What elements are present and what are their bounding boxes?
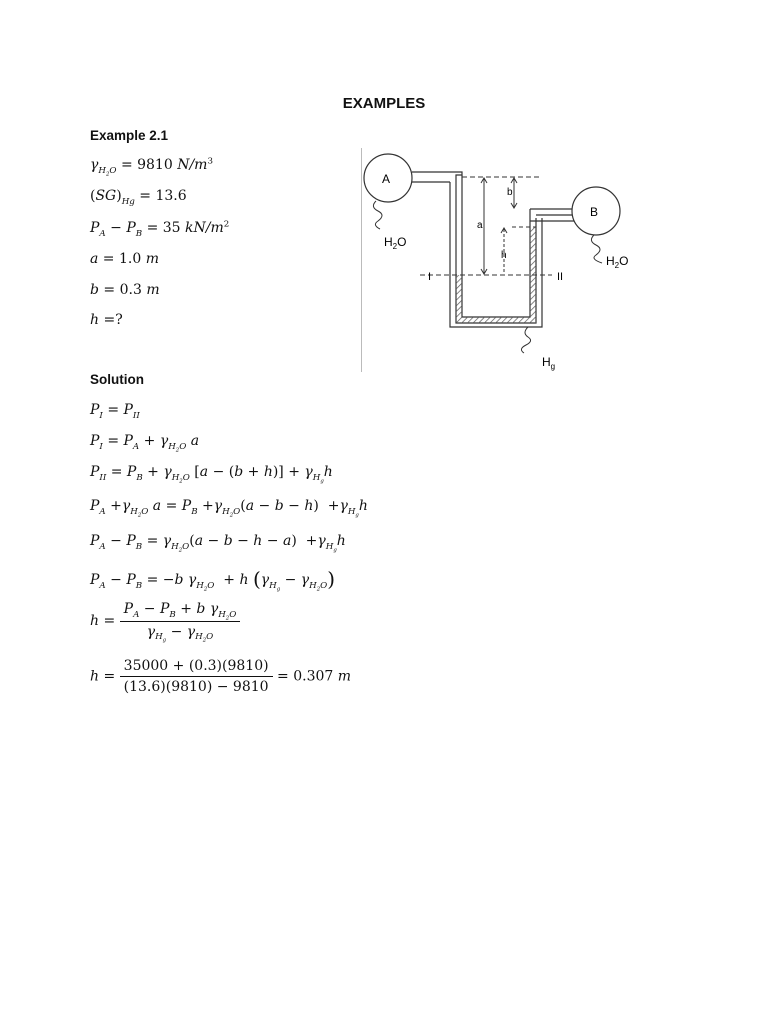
mercury-leader [521, 327, 530, 353]
water-leader-right [591, 235, 602, 263]
example-heading: Example 2.1 [90, 128, 169, 143]
given-specific-gravity: $(SG)_{Hg} = 13.6$ [90, 188, 187, 207]
final-numerator: 35000 + (0.3)(9810) [123, 658, 269, 674]
page-title: EXAMPLES [342, 95, 426, 112]
dimension-h-label: h [501, 250, 507, 261]
svg-text:H2O: $H_2O$ [384, 235, 407, 251]
solution-step-7: h = $\frac{P_A - P_B + b \gamma_{H_2O}}{\gamma_{H_g} - \gamma_{H_2O}}$ [90, 601, 240, 641]
solution-step-2: $P_I = P_A + \gamma_{H_2O}$ a [90, 433, 200, 454]
vessel-b-label: B [590, 205, 599, 219]
svg-text:Hg: $H_g$ [542, 355, 556, 371]
final-result: = 0.307 [277, 668, 334, 685]
solution-step-6: $P_A - P_B = -b$ $\gamma_{H_2O} + h$ $(\gamma_{H_g} - \gamma_{H_2O})$ [90, 567, 336, 593]
final-fraction [120, 658, 273, 695]
given-b: b = 0.3 m [90, 282, 160, 298]
solution-heading: Solution [90, 372, 144, 387]
pipe-a [412, 172, 536, 323]
level-ii-label: II [557, 271, 564, 283]
solution-step-5: $P_A - P_B = \gamma_{H_2O}(a - b - h - a) +\gamma_{H_g}h$ [90, 533, 346, 554]
water-leader-left [373, 201, 382, 229]
h-formula-fraction: $\frac{P_A - P_B + b \gamma_{H_2O}}{\gamma_{H_g} - \gamma_{H_2O}}$ [120, 601, 241, 641]
solution-final: h = $\frac{35000 + (0.3)(9810)}{(13.6)(9810) - 9810}$ = 0.307 m [90, 658, 352, 695]
solution-step-1: $P_I = P_{II}$ [90, 402, 140, 421]
given-a: a = 1.0 m [90, 251, 159, 267]
water-label-left: H [384, 235, 393, 249]
solution-step-3: $P_{II} = P_B + \gamma_{H_2O}$ $[a - (b + h)] + \gamma_{H_g}h$ [90, 464, 333, 485]
dimension-b-label: b [507, 187, 513, 198]
mercury-label: H [542, 355, 551, 369]
final-denominator: (13.6)(9810) − 9810 [120, 676, 273, 695]
dimension-a-label: a [477, 220, 483, 231]
svg-text:H2O: $H_2O$ [606, 254, 629, 270]
u-tube [450, 182, 542, 327]
given-pressure-difference: $P_A - P_B = 35$ $kN/m^2$ [90, 219, 230, 239]
given-h: h =? [90, 312, 123, 328]
manometer-diagram [362, 145, 652, 375]
vessel-a-label: A [382, 172, 391, 186]
solution-step-4: $P_A +\gamma_{H_2O}$ $a = P_B +\gamma_{H_2O}(a - b - h) +\gamma_{H_g}h$ [90, 498, 368, 519]
level-i-label: I [428, 271, 432, 283]
given-unit-weight-water: $\gamma_{H_2O} = 9810$ $N/m^3$ [90, 156, 213, 178]
water-label-right: H [606, 254, 615, 268]
